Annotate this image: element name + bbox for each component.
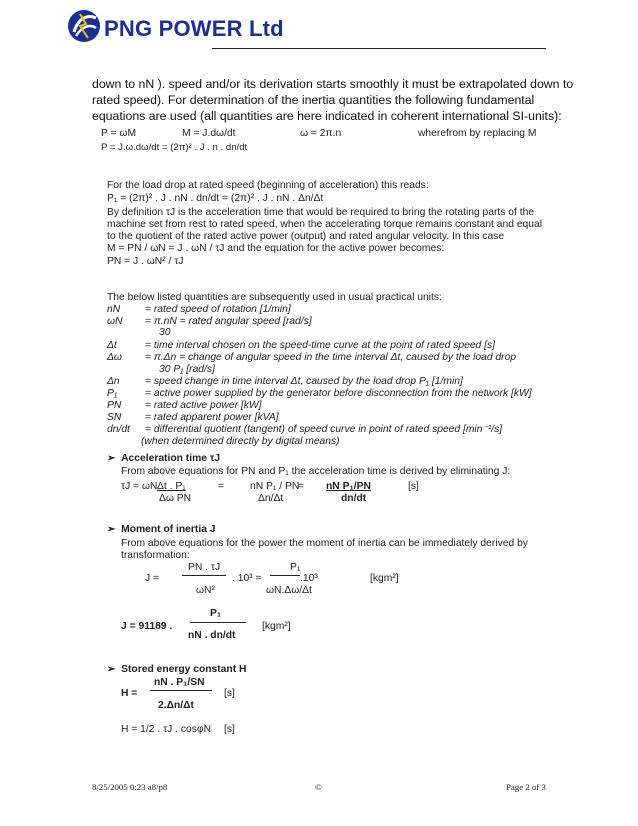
moment-mult1: . 10³ = <box>232 573 262 584</box>
bullet-arrow-icon: ➢ <box>107 453 116 464</box>
stored-unit-2: [s] <box>224 724 235 735</box>
stored-h2: H = 1/2 . τJ . cosφN <box>121 724 212 735</box>
quantity-symbol: dn/dt <box>107 424 130 435</box>
accel-frac3-num: nN P₁/PN <box>326 481 371 492</box>
quantity-row <box>107 400 261 411</box>
quantity-definition: = time interval chosen on the speed-time curve at the point of rated speed [s] <box>145 340 496 351</box>
accel-tau: τJ = ωN <box>121 481 158 492</box>
intro-line-2: rated speed). For determination of the inertia quantities the following fundamental <box>92 93 535 107</box>
load-drop-line-6: M = PN / ωN = J . ωN / τJ and the equation for the active power becomes: <box>107 243 445 254</box>
accel-eq2: = <box>298 481 305 492</box>
quantity-definition: = speed change in time interval Δt, caused by the load drop P₁ [1/min] <box>145 376 463 387</box>
quantity-row <box>107 327 170 338</box>
stored-heading <box>107 664 246 675</box>
quantity-row <box>107 340 495 351</box>
quantity-definition: = differential quotient (tangent) of speed curve in point of rated speed [min⁻¹/s] <box>145 424 503 435</box>
quantity-definition: = π.Δn = change of angular speed in the time interval Δt, caused by the load drop <box>145 352 517 363</box>
moment-heading-text: Moment of inertia J <box>121 524 216 535</box>
quantities-intro: The below listed quantities are subsequently used in usual practical units: <box>107 292 442 303</box>
quantity-definition: = rated active power [kW] <box>145 400 262 411</box>
quantity-definition: 30 P₁ [rad/s] <box>159 364 215 375</box>
eq-torque: M = J.dω/dt <box>182 128 236 139</box>
eq-power-full: P = J.ω.dω/dt = (2π)² . J . n . dn/dt <box>101 142 248 153</box>
quantity-symbol: ωN <box>107 316 123 327</box>
intro-line-3: equations are used (all quantities are here indicated in coherent international SI-units): <box>92 109 562 123</box>
quantity-definition: = π.nN = rated angular speed [rad/s] <box>145 316 312 327</box>
moment-heading <box>107 524 216 535</box>
accel-frac1-num: Δt . P₁ <box>157 481 186 492</box>
stored-heading-text: Stored energy constant H <box>121 664 247 675</box>
quantity-symbol: PN <box>107 400 122 411</box>
quantity-symbol: nN <box>107 304 121 315</box>
footer-copyright: © <box>315 782 322 792</box>
load-drop-line-5: to the quotient of the rated active power (output) and rated angular velocity. In this case <box>107 231 505 242</box>
quantity-symbol: Δt <box>107 340 117 351</box>
quantity-row <box>107 424 502 435</box>
footer-date: 8/25/2005 0:23 a8/p8 <box>92 782 168 792</box>
quantity-definition: 30 <box>159 327 171 338</box>
moment-j-eq: J = <box>145 573 160 584</box>
accel-frac2-den: Δn/Δt <box>258 493 284 504</box>
moment-mult2: .10³ <box>300 573 318 584</box>
stored-unit-1: [s] <box>224 688 235 699</box>
fraction-bar <box>270 575 300 576</box>
load-drop-line-1: For the load drop at rated speed (beginning of acceleration) this reads: <box>107 180 429 191</box>
fraction-bar <box>182 575 226 576</box>
eq-omega: ω = 2π.n <box>300 128 342 139</box>
quantity-symbol: Δn <box>107 376 120 387</box>
quantity-row <box>107 388 532 399</box>
accel-eq1: = <box>218 481 225 492</box>
eq-power: P = ωM <box>101 128 137 139</box>
moment-frac1-den: ωN² <box>196 585 215 596</box>
bullet-arrow-icon: ➢ <box>107 524 116 535</box>
moment-line-2: transformation: <box>121 550 190 561</box>
load-drop-eq: P₁ = (2π)² . J . nN . dn/dt = (2π)² . J . nN . Δn/Δt <box>107 193 324 204</box>
fraction-bar <box>190 622 246 623</box>
quantity-symbol: P₁ <box>107 388 118 399</box>
eq-replace-note: wherefrom by replacing M <box>418 128 537 139</box>
moment-unit-2: [kgm²] <box>262 621 291 632</box>
moment-unit-1: [kgm²] <box>370 573 399 584</box>
quantity-row <box>107 364 215 375</box>
company-name: PNG POWER Ltd <box>104 16 284 41</box>
quantity-definition: = active power supplied by the generator before disconnection from the network [kW] <box>145 388 532 399</box>
quantity-row <box>107 436 340 447</box>
accel-unit: [s] <box>408 481 419 492</box>
quantity-row <box>107 304 291 315</box>
fraction-bar <box>150 690 212 691</box>
moment-frac2-den: ωN.Δω/Δt <box>266 585 312 596</box>
stored-h-eq: H = <box>121 688 138 699</box>
moment-j2-eq: J = 91189 . <box>121 621 173 632</box>
stored-frac-den: 2.Δn/Δt <box>158 700 194 711</box>
company-logo-icon <box>66 8 102 44</box>
quantity-definition: (when determined directly by digital means) <box>141 436 340 447</box>
bullet-arrow-icon: ➢ <box>107 664 116 675</box>
stored-frac-num: nN . P₁/SN <box>154 677 205 688</box>
accel-line-1: From above equations for PN and P₁ the acceleration time is derived by eliminating J: <box>121 466 511 477</box>
accel-heading-text: Acceleration time τJ <box>121 453 221 464</box>
accel-heading <box>107 453 220 464</box>
quantity-symbol: SN <box>107 412 122 423</box>
quantity-row <box>107 316 312 327</box>
moment-frac2-num: P₁ <box>290 562 301 573</box>
moment-line-1: From above equations for the power the moment of inertia can be immediately derived by <box>121 538 528 549</box>
quantity-row <box>107 376 463 387</box>
accel-frac3-den: dn/dt <box>341 493 367 504</box>
quantity-row <box>107 352 516 363</box>
footer-page-number: Page 2 of 3 <box>506 782 546 792</box>
load-drop-line-4: machine set from rest to rated speed, when the accelerating torque remains constant and equal <box>107 219 543 230</box>
accel-frac2-num: nN P₁ / PN <box>250 481 300 492</box>
moment-frac1-num: PN . τJ <box>188 562 221 573</box>
quantity-row <box>107 412 279 423</box>
load-drop-line-7: PN = J . ωN² / τJ <box>107 256 184 267</box>
moment-frac3-den: nN . dn/dt <box>188 630 236 641</box>
load-drop-line-3: By definition τJ is the acceleration time that would be required to bring the rotating parts of the <box>107 207 535 218</box>
intro-paragraph <box>92 76 574 124</box>
header-divider <box>212 48 546 49</box>
quantity-symbol: Δω <box>107 352 122 363</box>
quantity-definition: = rated speed of rotation [1/min] <box>145 304 291 315</box>
intro-line-1: down to nN ). speed and/or its derivation starts smoothly it must be extrapolated down to <box>92 77 574 91</box>
accel-frac1-den: Δω PN <box>159 493 192 504</box>
moment-frac3-num: P₁ <box>210 608 222 619</box>
quantity-definition: = rated apparent power [kVA] <box>145 412 279 423</box>
